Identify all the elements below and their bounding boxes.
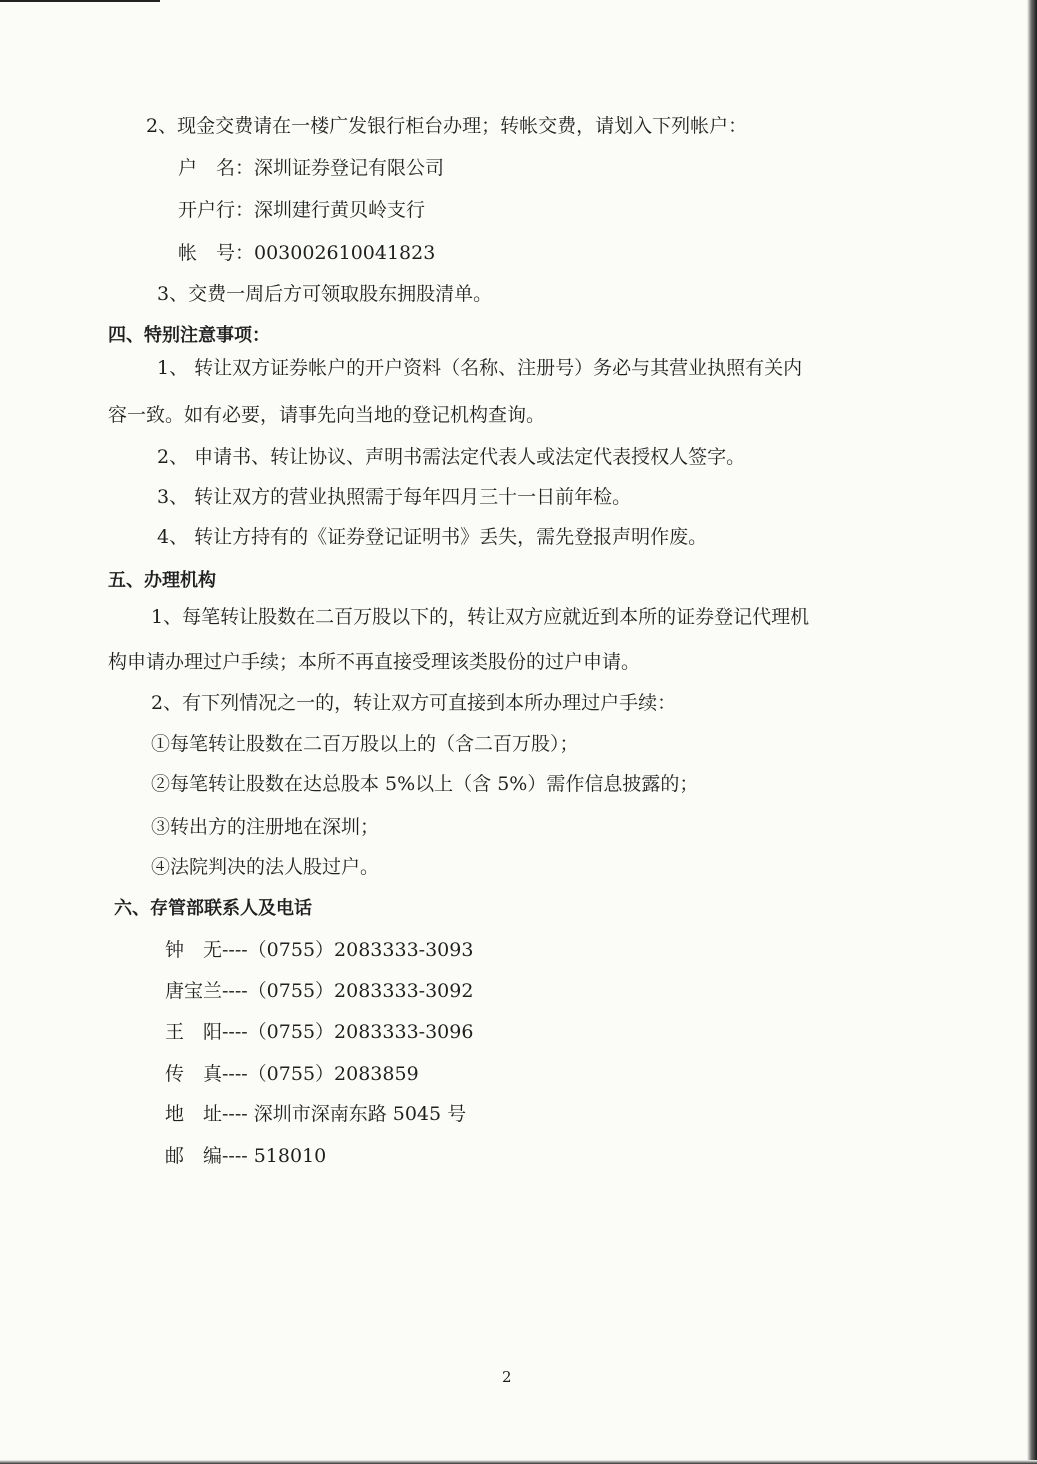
contact-zhong-wu: 钟 无----（0755）2083333-3093	[165, 939, 474, 961]
section-6-heading: 六、存管部联系人及电话	[114, 898, 312, 919]
account-name: 户 名：深圳证券登记有限公司	[178, 157, 445, 179]
section-4-item-1-line-1: 1、 转让双方证券帐户的开户资料（名称、注册号）务必与其营业执照有关内	[157, 357, 803, 379]
section-4-heading: 四、特别注意事项：	[108, 325, 270, 346]
section-5-case-1: ①每笔转让股数在二百万股以上的（含二百万股）；	[151, 733, 579, 755]
section-5-case-4: ④法院判决的法人股过户。	[151, 856, 380, 878]
contact-postcode: 邮 编---- 518010	[165, 1145, 327, 1167]
section-4-item-1-line-2: 容一致。如有必要，请事先向当地的登记机构查询。	[108, 404, 546, 426]
account-number: 帐 号：003002610041823	[178, 242, 436, 264]
section-5-item-1-line-2: 构申请办理过户手续；本所不再直接受理该类股份的过户申请。	[108, 651, 641, 673]
section-5-case-3: ③转出方的注册地在深圳；	[151, 816, 380, 838]
contact-wang-yang: 王 阳----（0755）2083333-3096	[165, 1021, 474, 1043]
bank-branch: 开户行：深圳建行黄贝岭支行	[178, 199, 426, 221]
section-4-item-2: 2、 申请书、转让协议、声明书需法定代表人或法定代表授权人签字。	[157, 446, 746, 468]
contact-address: 地 址---- 深圳市深南东路 5045 号	[165, 1103, 467, 1125]
payment-item-2: 2、现金交费请在一楼广发银行柜台办理；转帐交费，请划入下列帐户：	[146, 115, 748, 137]
scan-edge-right	[1027, 0, 1037, 1464]
section-4-item-4: 4、 转让方持有的《证券登记证明书》丢失，需先登报声明作废。	[157, 526, 708, 548]
contact-fax: 传 真----（0755）2083859	[165, 1063, 419, 1085]
section-5-item-2: 2、有下列情况之一的，转让双方可直接到本所办理过户手续：	[151, 692, 677, 714]
section-5-item-1-line-1: 1、每笔转让股数在二百万股以下的，转让双方应就近到本所的证券登记代理机	[151, 606, 810, 628]
scan-edge-bottom	[0, 1460, 1037, 1464]
page-number: 2	[502, 1368, 512, 1386]
scan-edge-top	[0, 0, 160, 2]
section-5-heading: 五、办理机构	[108, 570, 216, 591]
payment-item-3: 3、交费一周后方可领取股东拥股清单。	[157, 283, 493, 305]
contact-tang-baolan: 唐宝兰----（0755）2083333-3092	[165, 980, 474, 1002]
section-4-item-3: 3、 转让双方的营业执照需于每年四月三十一日前年检。	[157, 486, 632, 508]
section-5-case-2: ②每笔转让股数在达总股本 5%以上（含 5%）需作信息披露的；	[151, 773, 699, 795]
